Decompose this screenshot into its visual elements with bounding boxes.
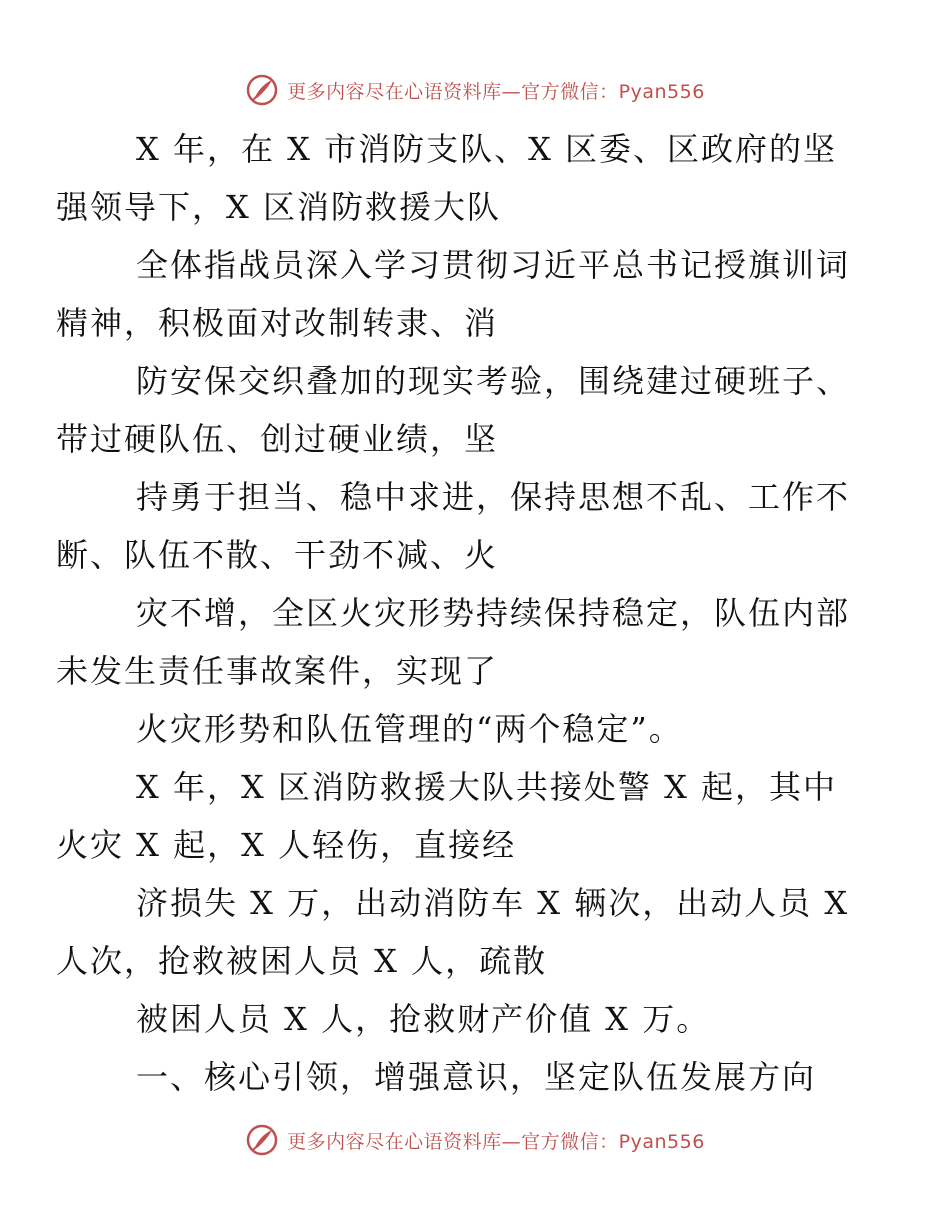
text-line: 人次，抢救被困人员 X 人，疏散 [56, 942, 548, 980]
document-body [56, 120, 856, 1106]
section-heading [96, 1048, 856, 1106]
text-line: 防安保交织叠加的现实考验，围绕建过硬班子、 [136, 362, 851, 400]
text-line: 带过硬队伍、创过硬业绩，坚 [56, 420, 499, 458]
paragraph [56, 758, 856, 874]
text-line: 全体指战员深入学习贯彻习近平总书记授旗训词 [136, 246, 851, 284]
paragraph [56, 584, 856, 700]
paragraph [56, 120, 856, 236]
text-line: 未发生责任事故案件，实现了 [56, 652, 499, 690]
footer-watermark [0, 1120, 950, 1160]
paragraph [56, 874, 856, 990]
text-line: 济损失 X 万，出动消防车 X 辆次，出动人员 X [136, 884, 850, 922]
watermark-text: 更多内容尽在心语资料库—官方微信：Pyan556 [287, 80, 705, 103]
watermark-text: 更多内容尽在心语资料库—官方微信：Pyan556 [287, 1130, 705, 1153]
text-line: 强领导下，X 区消防救援大队 [56, 188, 501, 226]
paragraph [56, 352, 856, 468]
paragraph [56, 236, 856, 352]
text-line: 断、队伍不散、干劲不减、火 [56, 536, 499, 574]
text-line: 持勇于担当、稳中求进，保持思想不乱、工作不 [136, 478, 851, 516]
quill-logo-icon [245, 1123, 279, 1157]
paragraph [56, 468, 856, 584]
text-line: 火灾形势和队伍管理的“两个稳定”。 [136, 710, 683, 748]
text-line: 精神，积极面对改制转隶、消 [56, 304, 499, 342]
header-watermark [0, 70, 950, 110]
text-line: 一、核心引领，增强意识，坚定队伍发展方向 [136, 1058, 817, 1096]
text-line: X 年，在 X 市消防支队、X 区委、区政府的坚 [136, 130, 838, 168]
quill-logo-icon [245, 73, 279, 107]
text-line: 灾不增，全区火灾形势持续保持稳定，队伍内部 [136, 594, 851, 632]
paragraph [96, 990, 856, 1048]
text-line: 火灾 X 起，X 人轻伤，直接经 [56, 826, 517, 864]
text-line: 被困人员 X 人，抢救财产价值 X 万。 [136, 1000, 711, 1038]
text-line: X 年，X 区消防救援大队共接处警 X 起，其中 [136, 768, 838, 806]
paragraph [96, 700, 856, 758]
